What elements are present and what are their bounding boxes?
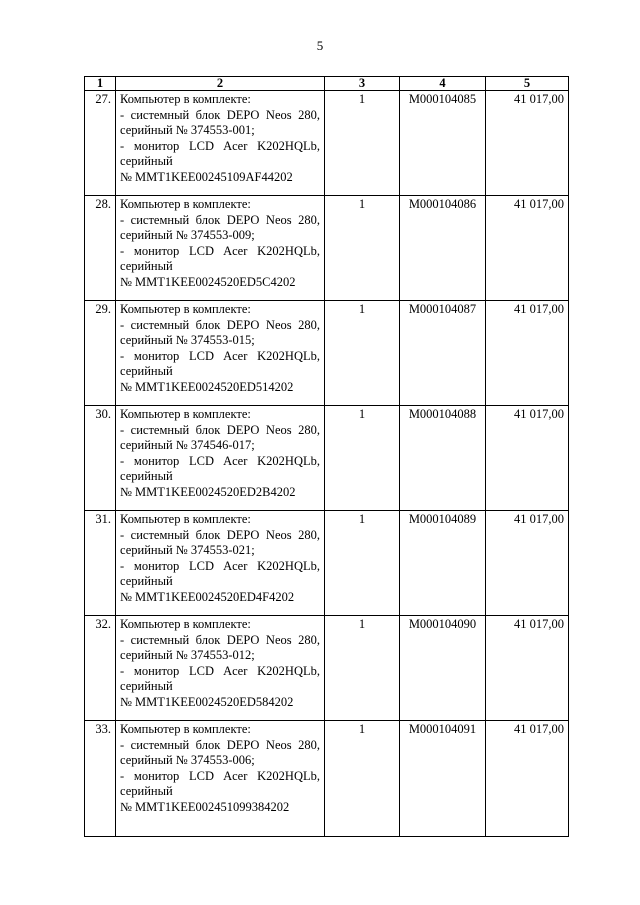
- table-row: [85, 511, 569, 616]
- description-line: серийный № 374553-021;: [120, 543, 255, 558]
- description-line: - системный блок DEPO Neos 280,: [120, 527, 320, 542]
- page-number: 5: [316, 38, 324, 53]
- description-line: - системный блок DEPO Neos 280,: [120, 422, 320, 437]
- item-price: 41 017,00: [486, 511, 569, 616]
- table-row: [85, 301, 569, 406]
- header-col-4: 4: [400, 77, 486, 91]
- description-line: № MMT1KEE0024520ED4F4202: [120, 589, 295, 604]
- table-body: [85, 91, 569, 837]
- inventory-number: M000104085: [400, 91, 486, 196]
- description-line: серийный: [120, 574, 173, 589]
- description-line: - монитор LCD Acer K202HQLb,: [120, 453, 320, 468]
- table-row: [85, 91, 569, 196]
- description-line: серийный: [120, 364, 173, 379]
- table-header: [85, 77, 569, 91]
- description-line: - системный блок DEPO Neos 280,: [120, 212, 320, 227]
- item-description: [116, 616, 325, 721]
- description-line: серийный: [120, 784, 173, 799]
- description-line: серийный № 374553-006;: [120, 753, 255, 768]
- description-line: - монитор LCD Acer K202HQLb,: [120, 768, 320, 783]
- description-line: Компьютер в комплекте:: [120, 617, 251, 631]
- header-col-3: 3: [325, 77, 400, 91]
- item-price: 41 017,00: [486, 301, 569, 406]
- item-price: 41 017,00: [486, 196, 569, 301]
- description-line: № MMT1KEE0024520ED2B4202: [120, 484, 296, 499]
- item-quantity: 1: [325, 91, 400, 196]
- item-description: [116, 301, 325, 406]
- item-quantity: 1: [325, 511, 400, 616]
- row-number: 27.: [85, 91, 116, 196]
- row-number: 31.: [85, 511, 116, 616]
- description-line: № MMT1KEE0024520ED514202: [120, 379, 294, 394]
- description-line: № MMT1KEE002451099384202: [120, 799, 290, 814]
- inventory-number: M000104091: [400, 721, 486, 837]
- item-quantity: 1: [325, 616, 400, 721]
- description-line: Компьютер в комплекте:: [120, 512, 251, 526]
- inventory-number: M000104087: [400, 301, 486, 406]
- description-line: серийный: [120, 259, 173, 274]
- description-line: - монитор LCD Acer K202HQLb,: [120, 243, 320, 258]
- header-col-2: 2: [116, 77, 325, 91]
- inventory-number: M000104089: [400, 511, 486, 616]
- description-line: - системный блок DEPO Neos 280,: [120, 317, 320, 332]
- description-line: серийный № 374553-001;: [120, 123, 255, 138]
- description-line: - системный блок DEPO Neos 280,: [120, 632, 320, 647]
- description-line: серийный № 374546-017;: [120, 438, 255, 453]
- description-line: Компьютер в комплекте:: [120, 92, 251, 106]
- description-line: № MMT1KEE00245109AF44202: [120, 169, 293, 184]
- description-line: - системный блок DEPO Neos 280,: [120, 107, 320, 122]
- description-line: Компьютер в комплекте:: [120, 407, 251, 421]
- inventory-table: [84, 76, 569, 837]
- description-line: серийный: [120, 154, 173, 169]
- item-price: 41 017,00: [486, 616, 569, 721]
- item-price: 41 017,00: [486, 91, 569, 196]
- description-line: - монитор LCD Acer K202HQLb,: [120, 348, 320, 363]
- description-line: серийный: [120, 469, 173, 484]
- item-quantity: 1: [325, 406, 400, 511]
- description-line: - монитор LCD Acer K202HQLb,: [120, 138, 320, 153]
- description-line: серийный: [120, 679, 173, 694]
- row-number: 29.: [85, 301, 116, 406]
- item-description: [116, 91, 325, 196]
- item-price: 41 017,00: [486, 721, 569, 837]
- row-number: 28.: [85, 196, 116, 301]
- table-row: [85, 616, 569, 721]
- description-line: - монитор LCD Acer K202HQLb,: [120, 663, 320, 678]
- item-description: [116, 196, 325, 301]
- description-line: № MMT1KEE0024520ED584202: [120, 694, 294, 709]
- description-line: - монитор LCD Acer K202HQLb,: [120, 558, 320, 573]
- description-line: серийный № 374553-009;: [120, 228, 255, 243]
- description-line: - системный блок DEPO Neos 280,: [120, 737, 320, 752]
- description-line: № MMT1KEE0024520ED5C4202: [120, 274, 296, 289]
- item-description: [116, 511, 325, 616]
- description-line: серийный № 374553-012;: [120, 648, 255, 663]
- item-price: 41 017,00: [486, 406, 569, 511]
- item-quantity: 1: [325, 721, 400, 837]
- description-line: Компьютер в комплекте:: [120, 197, 251, 211]
- table-row: [85, 406, 569, 511]
- header-row: [85, 77, 569, 91]
- header-col-5: 5: [486, 77, 569, 91]
- description-line: Компьютер в комплекте:: [120, 302, 251, 316]
- inventory-number: M000104086: [400, 196, 486, 301]
- table-row: [85, 721, 569, 837]
- description-line: Компьютер в комплекте:: [120, 722, 251, 736]
- header-col-1: 1: [85, 77, 116, 91]
- item-quantity: 1: [325, 196, 400, 301]
- row-number: 30.: [85, 406, 116, 511]
- inventory-number: M000104090: [400, 616, 486, 721]
- inventory-number: M000104088: [400, 406, 486, 511]
- row-number: 32.: [85, 616, 116, 721]
- table-row: [85, 196, 569, 301]
- row-number: 33.: [85, 721, 116, 837]
- item-description: [116, 406, 325, 511]
- item-description: [116, 721, 325, 837]
- item-quantity: 1: [325, 301, 400, 406]
- description-line: серийный № 374553-015;: [120, 333, 255, 348]
